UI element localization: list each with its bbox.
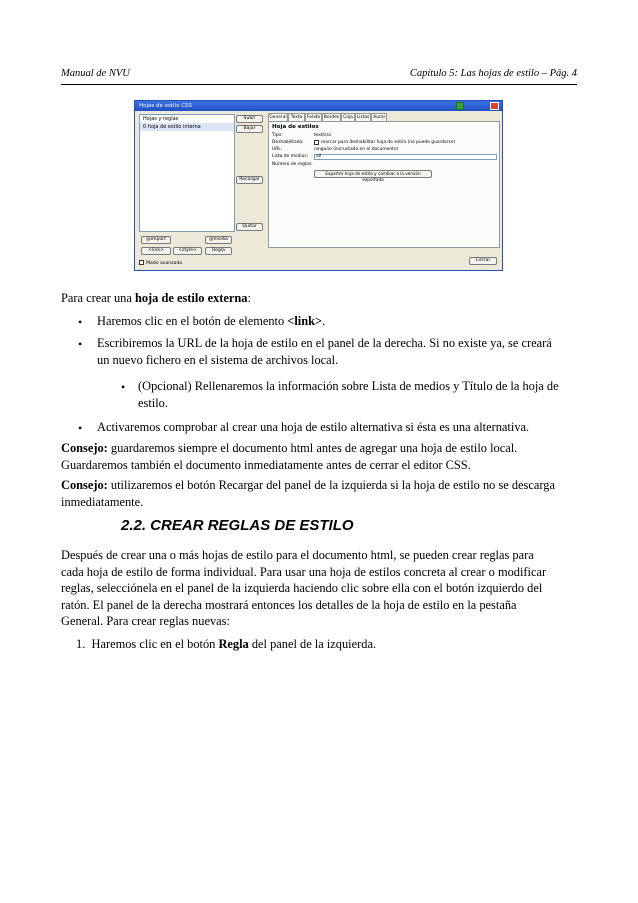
field-value-url: ninguno (incrustada en el documento) (314, 147, 399, 152)
bullet-optional: (Opcional) Rellenaremos la información sobre Lista de medios y Título de la hoja de estilo. (138, 379, 559, 410)
advanced-mode-label: Modo avanzado (146, 261, 183, 266)
tip-reload: Consejo: utilizaremos el botón Recargar del panel de la izquierda si la hoja de estilo no se descarga inmediatamente. (61, 478, 555, 509)
header-manual-title: Manual de NVU (61, 68, 130, 79)
rules-paragraph: Después de crear una o más hojas de estilo para el documento html, se pueden crear reglas para cada hoja de estilo de forma individual. Para usar una hoja de estilos concreta al crear o modificar reglas, selecciónela en el panel de la izquierda haciendo clic sobre ella con el botón izquierdo del ratón. El panel de la derecha mostrará entonces los detalles de la hoja de estilo en la pestaña General. Para crear reglas nuevas: (61, 548, 547, 628)
general-panel (268, 121, 500, 248)
close-icon[interactable] (490, 102, 499, 110)
link-button[interactable]: <link> (141, 247, 171, 255)
tab-bordes[interactable]: Bordes (323, 115, 340, 120)
bullet-dot: • (78, 337, 83, 351)
window-title: Hojas de estilo CSS (135, 101, 502, 111)
header-chapter-page: Capítulo 5: Las hojas de estilo – Pág. 4 (409, 68, 577, 79)
media-list-input[interactable]: all (314, 154, 497, 160)
export-button[interactable]: Exportar hoja de estilo y cambiar a la versión exportada (314, 170, 432, 178)
tab-caja[interactable]: Caja (341, 113, 355, 121)
regla-button[interactable]: Regla (205, 247, 232, 255)
step-1: 1. Haremos clic en el botón Regla del panel de la izquierda. (76, 637, 377, 651)
section-heading: 2.2. CREAR REGLAS DE ESTILO (121, 517, 354, 534)
stylesheet-tree[interactable] (139, 114, 235, 232)
field-label-url: URL: (272, 147, 283, 152)
green-status-icon (456, 102, 464, 110)
panel-heading: Hoja de estilos (272, 124, 319, 130)
advanced-mode-checkbox[interactable] (139, 260, 144, 265)
field-value-deshabilitado: marcar para deshabilitar hoja de estilo (no puede guardarse) (321, 140, 456, 145)
tab-fondo[interactable]: Fondo (306, 115, 321, 120)
bullet-dot: • (121, 380, 126, 394)
bullet-dot: • (78, 421, 83, 435)
intro-paragraph: Para crear una hoja de estilo externa: (61, 291, 251, 305)
tab-listas[interactable]: Listas (356, 115, 370, 120)
css-editor-screenshot (134, 100, 503, 271)
tip-save-document: Consejo: guardaremos siempre el documento html antes de agregar una hoja de estilo local. Guardaremos también el documento inmediatamente antes de cerrar el editor CSS. (61, 441, 518, 472)
bajar-button[interactable]: Bajar (236, 125, 263, 133)
advanced-mode-toggle[interactable] (139, 260, 182, 266)
bullet-dot: • (78, 315, 83, 329)
recargar-button[interactable]: Recargar (236, 176, 263, 184)
bullet-link-element: Haremos clic en el botón de elemento <link>. (97, 314, 326, 328)
import-button[interactable]: @import (141, 236, 171, 244)
header-divider (61, 84, 577, 85)
field-label-reglas: Número de reglas: (272, 162, 313, 167)
page-header (61, 68, 577, 82)
tab-texto[interactable]: Texto (288, 113, 305, 121)
tree-item-internal-sheet[interactable]: 0 hoja de estilo interna (140, 123, 234, 131)
bullet-alternative: Activaremos comprobar al crear una hoja de estilo alternativa si ésta es una alternativa. (97, 420, 530, 434)
tab-aural[interactable]: Aural (371, 113, 387, 121)
subir-button[interactable]: Subir (236, 115, 263, 123)
bullet-url: Escribiremos la URL de la hoja de estilo en el panel de la derecha. Si no existe ya, se creará un nuevo fichero en el sistema de archivos local. (97, 336, 552, 367)
field-label-deshabilitado: Deshabilitado: (272, 140, 304, 145)
tree-item-root[interactable]: Hojas y reglas (143, 116, 179, 122)
disable-checkbox[interactable] (314, 140, 319, 145)
field-label-tipo: Tipo: (272, 133, 283, 138)
media-button[interactable]: @media (205, 236, 232, 244)
cerrar-button[interactable]: Cerrar (469, 257, 497, 265)
tab-general[interactable]: General (269, 115, 287, 120)
quitar-button[interactable]: Quitar (236, 223, 263, 231)
style-button[interactable]: <style> (173, 247, 202, 255)
field-value-tipo: text/css (314, 133, 332, 138)
field-label-medios: Lista de medios: (272, 154, 309, 159)
